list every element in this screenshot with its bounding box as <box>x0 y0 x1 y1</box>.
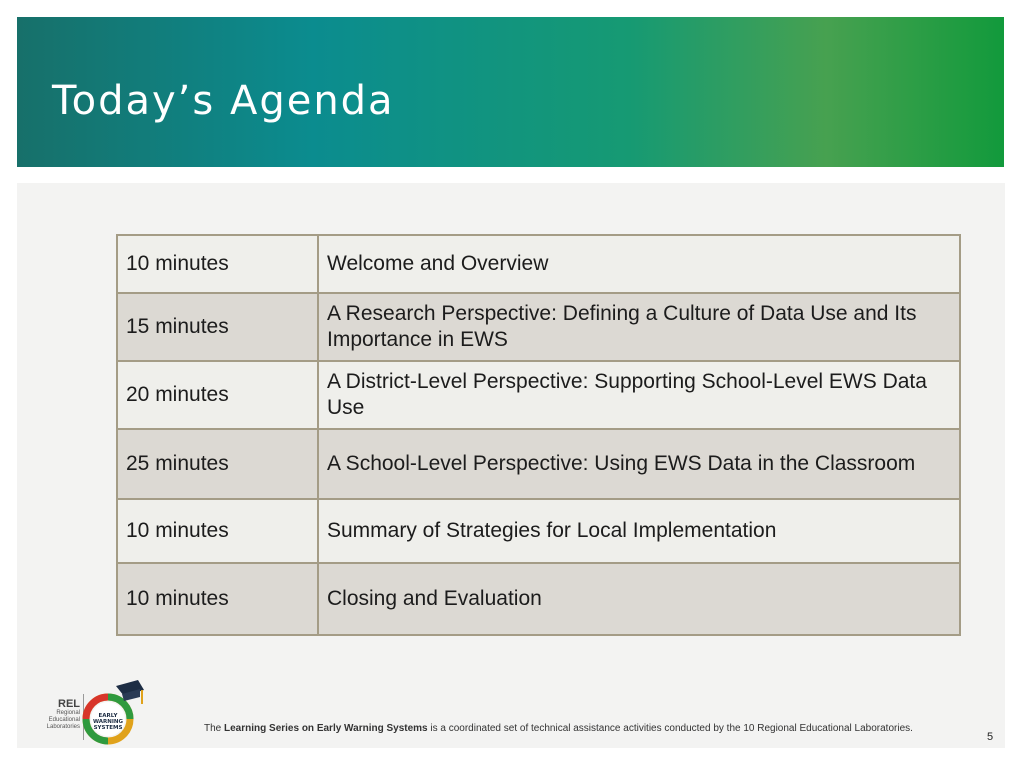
rel-logo <box>40 674 152 746</box>
footer-note <box>204 723 944 734</box>
agenda-table <box>116 234 961 636</box>
agenda-time: 25 minutes <box>117 429 318 499</box>
table-row <box>117 429 960 499</box>
ews-badge-icon <box>40 674 152 746</box>
agenda-item: A Research Perspective: Defining a Culture of Data Use and Its Importance in EWS <box>318 293 960 361</box>
table-row <box>117 563 960 635</box>
badge-text: WARNING <box>92 719 124 725</box>
footer-prefix: The <box>204 723 225 734</box>
agenda-time: 10 minutes <box>117 563 318 635</box>
agenda-time: 15 minutes <box>117 293 318 361</box>
rel-line: Laboratories <box>46 724 80 730</box>
agenda-time: 10 minutes <box>117 499 318 563</box>
agenda-item: Summary of Strategies for Local Implementation <box>318 499 960 563</box>
badge-text: SYSTEMS <box>93 725 123 731</box>
agenda-item: Welcome and Overview <box>318 235 960 293</box>
table-row <box>117 361 960 429</box>
table-row <box>117 293 960 361</box>
agenda-item: Closing and Evaluation <box>318 563 960 635</box>
rel-line: Regional <box>56 710 80 716</box>
table-row <box>117 235 960 293</box>
agenda-item: A School-Level Perspective: Using EWS Data in the Classroom <box>318 429 960 499</box>
badge-text: EARLY <box>98 713 118 719</box>
footer-suffix: is a coordinated set of technical assistance activities conducted by the 10 Regional Educational Laboratories. <box>427 723 913 734</box>
rel-line: Educational <box>48 717 80 723</box>
page-title: Today’s Agenda <box>52 78 395 124</box>
agenda-time: 20 minutes <box>117 361 318 429</box>
page-number: 5 <box>987 731 994 743</box>
agenda-item: A District-Level Perspective: Supporting School-Level EWS Data Use <box>318 361 960 429</box>
footer-series-name: Learning Series on Early Warning Systems <box>224 723 428 734</box>
rel-abbrev: REL <box>58 698 80 710</box>
table-row <box>117 499 960 563</box>
agenda-time: 10 minutes <box>117 235 318 293</box>
